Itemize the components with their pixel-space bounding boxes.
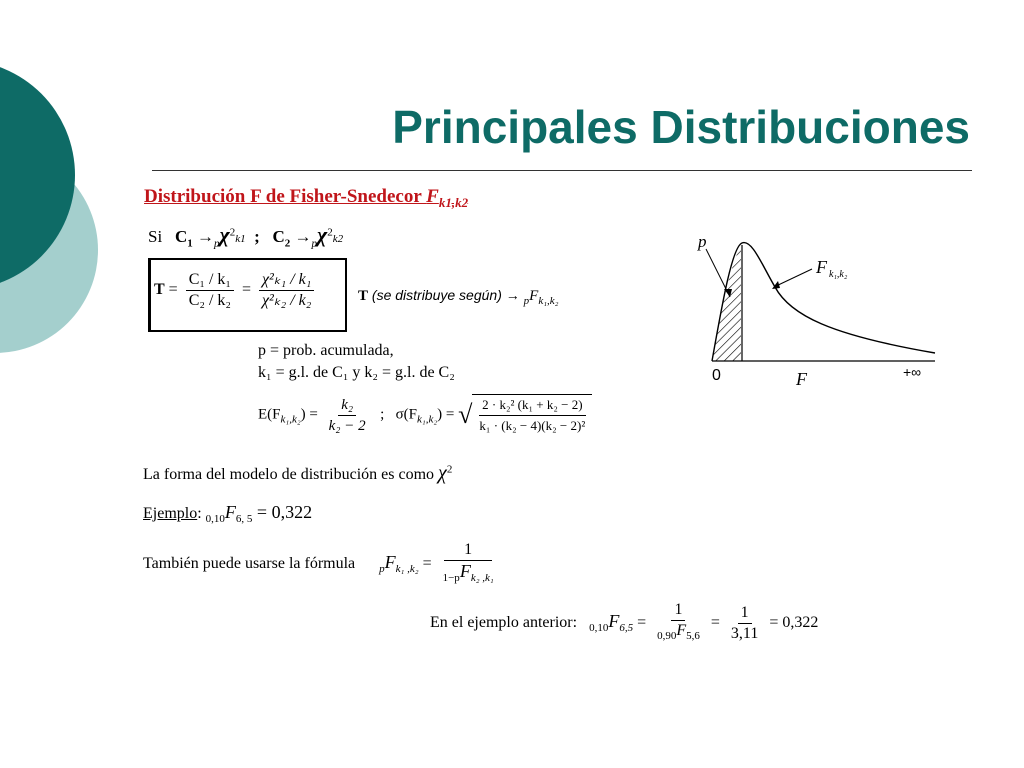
- distribution-statement: T (se distribuye según) → $_pF_{k_1,k_2}$: [358, 287, 559, 307]
- curve-label-arrow: [774, 269, 812, 287]
- shape-remark: La forma del modelo de distribución es como $\chi^2$: [143, 462, 453, 484]
- infinity-label: +∞: [903, 364, 922, 380]
- reciprocal-formula: También puede usarse la fórmula $_pF_{k_1 ,k_2}$ = $\frac{1}{_{1-p}F_{k_2 ,k_1}}$: [143, 541, 494, 585]
- slide-title: Principales Distribuciones: [392, 101, 970, 153]
- title-divider: [152, 170, 972, 171]
- p-label: p: [698, 232, 707, 251]
- definition-p: p = prob. acumulada,: [258, 342, 394, 359]
- shaded-probability-area: [712, 243, 742, 361]
- curve-label-sub: k₁,k₂: [829, 269, 848, 280]
- example-line: Ejemplo: $_{0,10}F_{6, 5} = 0,322$: [143, 502, 313, 526]
- decorative-circles: [0, 0, 110, 420]
- t-statistic-formula: T = $\frac{\text{C₁ / k₁}}{\text{C₂ / k₂}}$ = $\frac{\text{χ²ₖ₁ / k₁}}{\text{χ²ₖ₂ / k₂}}$: [154, 270, 318, 311]
- axis-label: F: [796, 369, 807, 389]
- curve-label: F: [816, 257, 827, 277]
- si-line: Si $C_1 \to_p\chi^2k1$ ; $C_2 \to_p\chi^2k2$: [148, 222, 344, 250]
- section-subtitle: Distribución F de Fisher-Snedecor $F_{k1,k2}$: [144, 186, 469, 210]
- previous-example: En el ejemplo anterior: $_{0,10}F_{6,5}$ = $\frac{1}{_{0,90}F_{5,6}}$ = $\frac{1}{3,11}$ = 0,322: [430, 601, 819, 643]
- definition-k: k₁ = g.l. de C₁ y k₂ = g.l. de C₂: [258, 364, 455, 381]
- origin-label: 0: [712, 367, 721, 384]
- moments-formula: $E(F_{k_1,k_2})$ = $\frac{\text{k₂}}{\text{k₂ − 2}}$ ; $\sigma(F_{k_1,k_2})$ = √ $\frac{\text{2 · k₂² (k₁ + k₂ − 2)}}{\text{k₁ · (k₂ − 4)(k₂ − 2)²}}$: [258, 394, 592, 436]
- f-distribution-graph: [690, 225, 950, 395]
